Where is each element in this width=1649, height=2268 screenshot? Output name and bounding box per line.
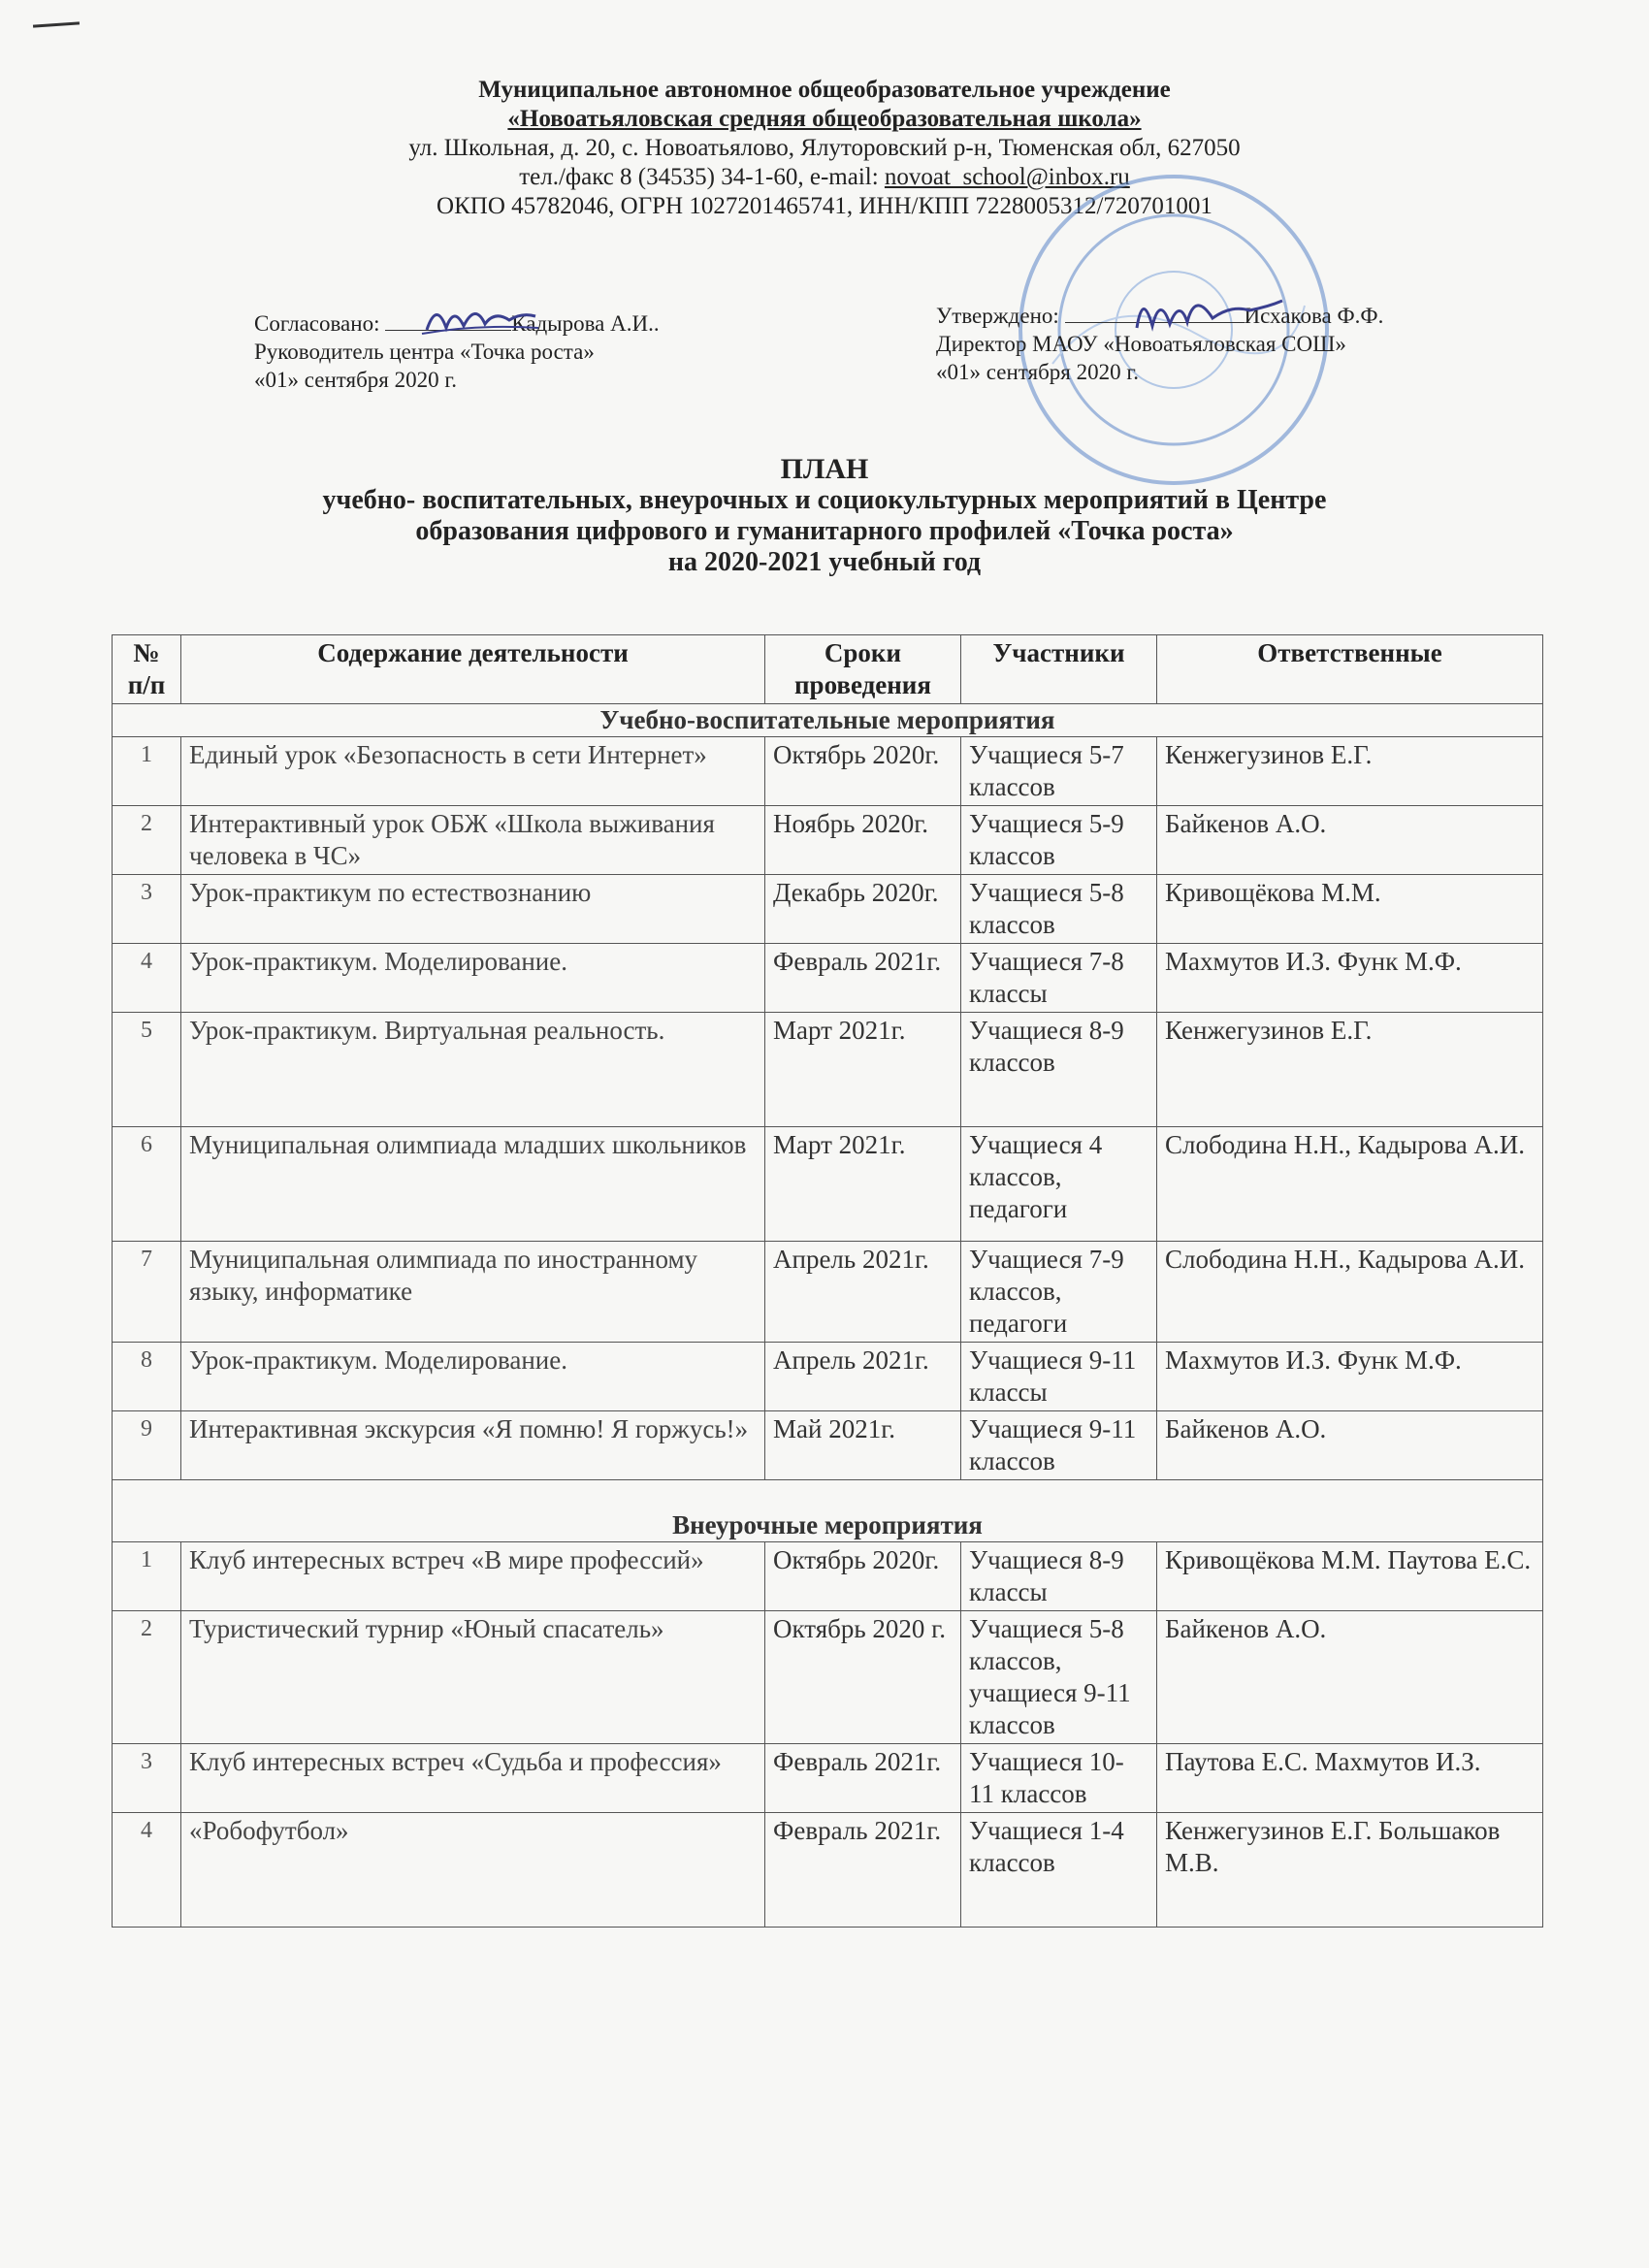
- cell-responsible: Байкенов А.О.: [1157, 1611, 1543, 1744]
- section-row: [113, 1480, 1543, 1542]
- cell-dates: Май 2021г.: [765, 1411, 961, 1480]
- cell-participants: Учащиеся 8-9 классы: [961, 1542, 1157, 1611]
- address: ул. Школьная, д. 20, с. Новоатьялово, Ялуторовский р-н, Тюменская обл, 627050: [408, 135, 1241, 161]
- cell-content: Интерактивная экскурсия «Я помню! Я горжусь!»: [181, 1411, 765, 1480]
- cell-num: 8: [113, 1343, 181, 1411]
- cell-content: Муниципальная олимпиада младших школьников: [181, 1127, 765, 1242]
- table-row: [113, 944, 1543, 1013]
- cell-content: Урок-практикум. Виртуальная реальность.: [181, 1013, 765, 1127]
- cell-content: Единый урок «Безопасность в сети Интернет»: [181, 737, 765, 806]
- cell-participants: Учащиеся 1-4 классов: [961, 1813, 1157, 1928]
- cell-responsible: Кенжегузинов Е.Г. Большаков М.В.: [1157, 1813, 1543, 1928]
- cell-content: Клуб интересных встреч «В мире профессий»: [181, 1542, 765, 1611]
- contacts: [0, 163, 1649, 192]
- table-row: [113, 875, 1543, 944]
- table-row: [113, 806, 1543, 875]
- plan-table: [112, 634, 1543, 1928]
- cell-content: Клуб интересных встреч «Судьба и профессия»: [181, 1744, 765, 1813]
- cell-dates: Февраль 2021г.: [765, 1744, 961, 1813]
- table-row: [113, 1343, 1543, 1411]
- cell-participants: Учащиеся 8-9 классов: [961, 1013, 1157, 1127]
- cell-num: 1: [113, 1542, 181, 1611]
- table-row: [113, 1611, 1543, 1744]
- scan-mark: [33, 21, 80, 27]
- cell-num: 2: [113, 806, 181, 875]
- signature-left: [417, 291, 543, 349]
- agreed-name: Кадырова А.И..: [511, 311, 660, 336]
- document-title: [0, 454, 1649, 578]
- cell-dates: Апрель 2021г.: [765, 1343, 961, 1411]
- cell-num: 6: [113, 1127, 181, 1242]
- cell-dates: Октябрь 2020г.: [765, 737, 961, 806]
- table-header-row: [113, 635, 1543, 704]
- cell-content: Урок-практикум. Моделирование.: [181, 944, 765, 1013]
- cell-dates: Апрель 2021г.: [765, 1242, 961, 1343]
- agreed-position: Руководитель центра «Точка роста»: [254, 340, 595, 364]
- cell-dates: Октябрь 2020 г.: [765, 1611, 961, 1744]
- approved-name: Исхакова Ф.Ф.: [1244, 304, 1384, 328]
- cell-responsible: Кривощёкова М.М.: [1157, 875, 1543, 944]
- cell-dates: Ноябрь 2020г.: [765, 806, 961, 875]
- cell-responsible: Кенжегузинов Е.Г.: [1157, 737, 1543, 806]
- cell-responsible: Паутова Е.С. Махмутов И.З.: [1157, 1744, 1543, 1813]
- cell-participants: Учащиеся 5-8 классов, учащиеся 9-11 классов: [961, 1611, 1157, 1744]
- plan-subtitle-1: учебно- воспитательных, внеурочных и социокультурных мероприятий в Центре: [322, 485, 1327, 515]
- cell-num: 2: [113, 1611, 181, 1744]
- cell-participants: Учащиеся 5-8 классов: [961, 875, 1157, 944]
- approved-date: «01» сентября 2020 г.: [936, 360, 1139, 384]
- letterhead: [0, 76, 1649, 221]
- phone-text: тел./факс 8 (34535) 34-1-60, e-mail:: [519, 164, 885, 190]
- cell-num: 4: [113, 1813, 181, 1928]
- cell-dates: Март 2021г.: [765, 1127, 961, 1242]
- cell-participants: Учащиеся 9-11 классов: [961, 1411, 1157, 1480]
- header-participants: Участники: [961, 635, 1157, 704]
- section-title-extracurricular: Внеурочные мероприятия: [113, 1480, 1543, 1542]
- cell-dates: Октябрь 2020г.: [765, 1542, 961, 1611]
- cell-responsible: Слободина Н.Н., Кадырова А.И.: [1157, 1242, 1543, 1343]
- cell-content: Урок-практикум по естествознанию: [181, 875, 765, 944]
- header-dates: Сроки проведения: [765, 635, 961, 704]
- cell-participants: Учащиеся 7-8 классы: [961, 944, 1157, 1013]
- cell-content: Урок-практикум. Моделирование.: [181, 1343, 765, 1411]
- header-num: № п/п: [113, 635, 181, 704]
- cell-num: 1: [113, 737, 181, 806]
- cell-dates: Декабрь 2020г.: [765, 875, 961, 944]
- cell-responsible: Кенжегузинов Е.Г.: [1157, 1013, 1543, 1127]
- agreed-date: «01» сентября 2020 г.: [254, 368, 457, 392]
- cell-responsible: Слободина Н.Н., Кадырова А.И.: [1157, 1127, 1543, 1242]
- cell-participants: Учащиеся 7-9 классов, педагоги: [961, 1242, 1157, 1343]
- cell-participants: Учащиеся 5-9 классов: [961, 806, 1157, 875]
- plan-subtitle-3: на 2020-2021 учебный год: [667, 547, 982, 577]
- header-content: Содержание деятельности: [181, 635, 765, 704]
- table-row: [113, 1411, 1543, 1480]
- table-row: [113, 1744, 1543, 1813]
- email-link[interactable]: novoat_school@inbox.ru: [884, 164, 1130, 190]
- section-row: [113, 704, 1543, 737]
- table-row: [113, 1242, 1543, 1343]
- cell-participants: Учащиеся 9-11 классы: [961, 1343, 1157, 1411]
- cell-dates: Март 2021г.: [765, 1013, 961, 1127]
- header-responsible: Ответственные: [1157, 635, 1543, 704]
- cell-responsible: Кривощёкова М.М. Паутова Е.С.: [1157, 1542, 1543, 1611]
- cell-participants: Учащиеся 5-7 классов: [961, 737, 1157, 806]
- approved-position: Директор МАОУ «Новоатьяловская СОШ»: [936, 332, 1346, 356]
- cell-participants: Учащиеся 4 классов, педагоги: [961, 1127, 1157, 1242]
- cell-content: Туристический турнир «Юный спасатель»: [181, 1611, 765, 1744]
- cell-content: Муниципальная олимпиада по иностранному языку, информатике: [181, 1242, 765, 1343]
- cell-participants: Учащиеся 10-11 классов: [961, 1744, 1157, 1813]
- table-row: [113, 1127, 1543, 1242]
- agreed-label: Согласовано:: [254, 311, 386, 336]
- table-row: [113, 1542, 1543, 1611]
- table-row: [113, 1013, 1543, 1127]
- table-row: [113, 737, 1543, 806]
- signature-right: [1125, 281, 1290, 349]
- cell-dates: Февраль 2021г.: [765, 944, 961, 1013]
- cell-responsible: Байкенов А.О.: [1157, 1411, 1543, 1480]
- org-name: Муниципальное автономное общеобразовательное учреждение: [478, 77, 1171, 103]
- cell-num: 3: [113, 875, 181, 944]
- cell-dates: Февраль 2021г.: [765, 1813, 961, 1928]
- cell-content: Интерактивный урок ОБЖ «Школа выживания человека в ЧС»: [181, 806, 765, 875]
- section-title-educational: Учебно-воспитательные мероприятия: [113, 704, 1543, 737]
- cell-responsible: Байкенов А.О.: [1157, 806, 1543, 875]
- plan-title: ПЛАН: [780, 453, 869, 485]
- cell-num: 5: [113, 1013, 181, 1127]
- cell-num: 3: [113, 1744, 181, 1813]
- cell-num: 4: [113, 944, 181, 1013]
- plan-subtitle-2: образования цифрового и гуманитарного профилей «Точка роста»: [415, 516, 1234, 546]
- cell-responsible: Махмутов И.З. Функ М.Ф.: [1157, 944, 1543, 1013]
- cell-num: 9: [113, 1411, 181, 1480]
- cell-content: «Робофутбол»: [181, 1813, 765, 1928]
- cell-num: 7: [113, 1242, 181, 1343]
- approved-label: Утверждено:: [936, 304, 1065, 328]
- school-name: «Новоатьяловская средняя общеобразовательная школа»: [507, 106, 1142, 132]
- registration-codes: ОКПО 45782046, ОГРН 1027201465741, ИНН/КПП 7228005312/720701001: [436, 193, 1212, 219]
- table-row: [113, 1813, 1543, 1928]
- cell-responsible: Махмутов И.З. Функ М.Ф.: [1157, 1343, 1543, 1411]
